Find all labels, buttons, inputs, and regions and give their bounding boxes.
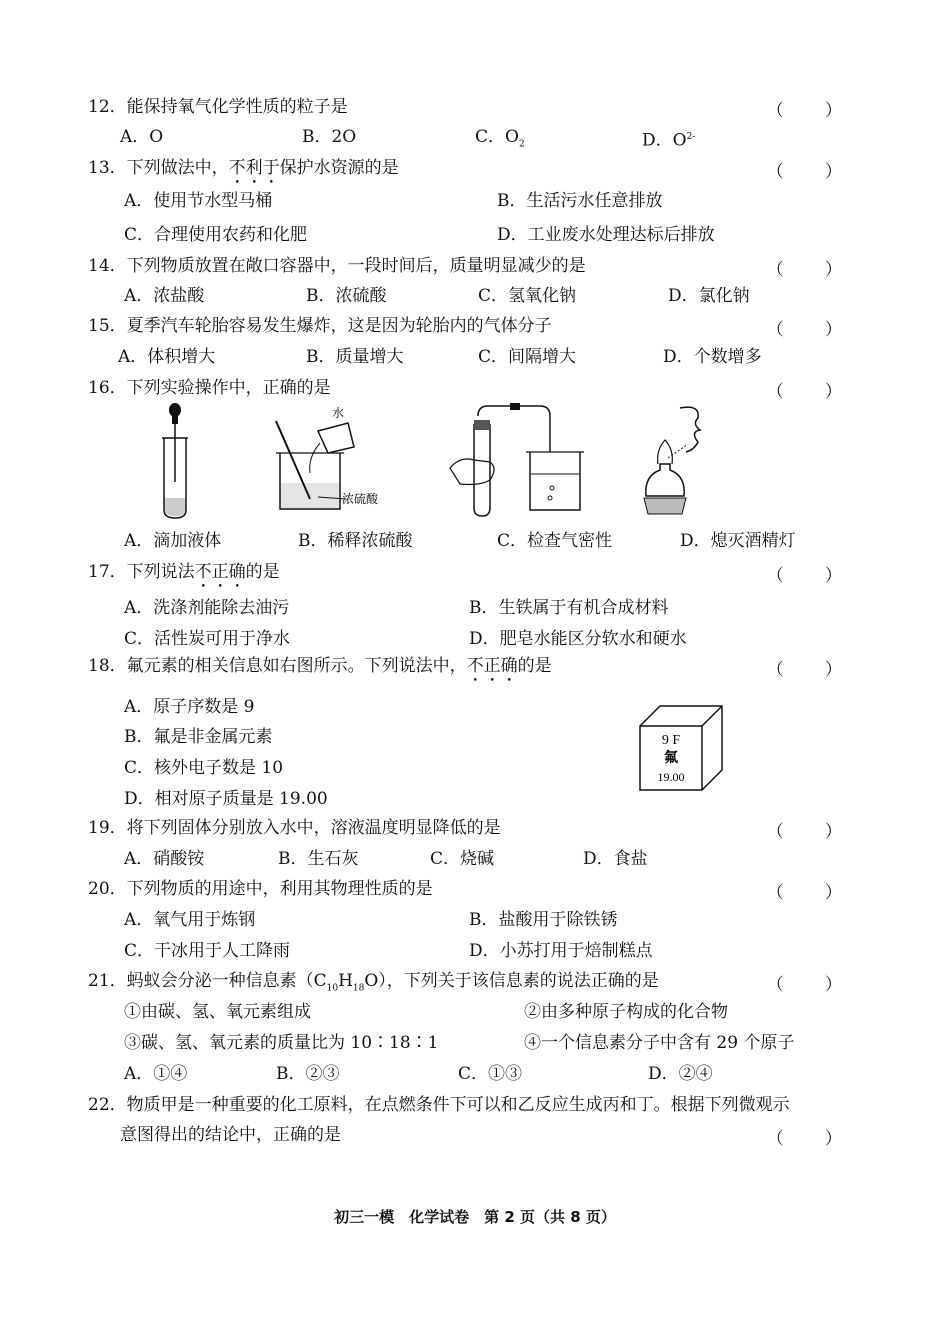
q12-option-c[interactable] [475, 126, 525, 155]
q13-option-d[interactable]: D．工业废水处理达标后排放 [497, 225, 715, 245]
q18-stem-pre: 18．氟元素的相关信息如右图所示。下列说法中， [88, 656, 467, 676]
q21-option-c[interactable]: C．①③ [458, 1064, 523, 1084]
q21-stem-h: H [338, 971, 353, 991]
q19-option-a[interactable]: A．硝酸铵 [124, 849, 205, 869]
q18-option-d[interactable]: D．相对原子质量是 19.00 [124, 789, 328, 809]
q13-answer-paren[interactable]: （ ） [766, 162, 860, 182]
q13-stem-emphasis: 不利于 [228, 158, 280, 178]
q17-option-d[interactable]: D．肥皂水能区分软水和硬水 [469, 629, 687, 649]
q15-option-b[interactable]: B．质量增大 [306, 347, 404, 367]
q19-option-b[interactable]: B．生石灰 [278, 849, 359, 869]
q12-option-d[interactable] [642, 126, 695, 152]
q21-option-d[interactable]: D．②④ [648, 1064, 713, 1084]
q21-option-a[interactable]: A．①④ [124, 1064, 188, 1084]
q13-stem-pre: 13．下列做法中， [88, 158, 229, 178]
q15-option-d[interactable]: D．个数增多 [663, 347, 762, 367]
q21-stem-pre: 21．蚂蚁会分泌一种信息素（C [88, 971, 327, 991]
q13-option-c[interactable]: C．合理使用农药和化肥 [124, 225, 308, 245]
q19-stem: 19．将下列固体分别放入水中，溶液温度明显降低的是 [88, 818, 501, 838]
q18-answer-paren[interactable]: （ ） [766, 660, 860, 680]
q16-figure-alcohol-lamp [628, 402, 723, 520]
q22-stem-line2: 意图得出的结论中，正确的是 [120, 1125, 341, 1145]
q16-figure-dropper [150, 402, 200, 520]
q17-option-b[interactable]: B．生铁属于有机合成材料 [469, 598, 669, 618]
q17-stem [88, 561, 280, 592]
q19-option-c[interactable]: C．烧碱 [430, 849, 495, 869]
q15-option-c[interactable]: C．间隔增大 [478, 347, 577, 367]
q17-option-c[interactable]: C．活性炭可用于净水 [124, 629, 291, 649]
q13-option-b[interactable]: B．生活污水任意排放 [497, 191, 663, 211]
q14-option-d[interactable]: D．氯化钠 [668, 286, 750, 306]
cube-atomic-number-symbol: 9 F [661, 733, 681, 748]
q16-figure-dilution [268, 403, 408, 518]
q21-stem-sub-h: 18 [352, 983, 365, 994]
q16-label-water: 水 [332, 406, 345, 420]
q21-statement-1: ①由碳、氢、氧元素组成 [124, 1002, 311, 1022]
q16-option-a[interactable]: A．滴加液体 [124, 531, 222, 551]
q18-option-b[interactable]: B．氟是非金属元素 [124, 727, 273, 747]
q21-stem-sub-c: 10 [326, 983, 339, 994]
q21-statement-4: ④一个信息素分子中含有 29 个原子 [524, 1033, 795, 1053]
q19-answer-paren[interactable]: （ ） [766, 822, 860, 842]
q12-option-b[interactable]: B．2O [302, 127, 357, 147]
q21-answer-paren[interactable]: （ ） [766, 975, 860, 995]
q12-option-d-text: D．O [642, 130, 687, 151]
q12-option-a[interactable]: A．O [120, 127, 164, 147]
q15-option-a[interactable]: A．体积增大 [118, 347, 216, 367]
q16-figure-airtightness [440, 402, 590, 520]
page-footer: 初三一模 化学试卷 第 2 页（共 8 页） [334, 1208, 616, 1226]
q18-stem-emphasis: 不正确 [466, 656, 518, 676]
q14-option-c[interactable]: C．氢氧化钠 [478, 286, 577, 306]
q22-stem-line1: 22．物质甲是一种重要的化工原料，在点燃条件下可以和乙反应生成丙和丁。根据下列微观示 [88, 1095, 790, 1115]
q16-answer-paren[interactable]: （ ） [766, 382, 860, 402]
q12-stem: 12．能保持氧气化学性质的粒子是 [88, 97, 348, 117]
fluorine-element-cube [638, 704, 724, 792]
q20-answer-paren[interactable]: （ ） [766, 883, 860, 903]
q14-option-a[interactable]: A．浓盐酸 [124, 286, 205, 306]
q17-option-a[interactable]: A．洗涤剂能除去油污 [124, 598, 290, 618]
q12-option-d-sup: 2- [686, 132, 696, 142]
q18-stem [88, 655, 552, 686]
q21-statement-2: ②由多种原子构成的化合物 [524, 1002, 728, 1022]
q14-option-b[interactable]: B．浓硫酸 [306, 286, 387, 306]
cube-atomic-mass: 19.00 [657, 770, 685, 784]
q21-stem-post: O），下列关于该信息素的说法正确的是 [364, 971, 659, 991]
q17-stem-post: 的是 [245, 562, 280, 582]
q13-stem-post: 保护水资源的是 [279, 158, 399, 178]
q16-label-acid: 浓硫酸 [342, 492, 379, 506]
q20-stem: 20．下列物质的用途中，利用其物理性质的是 [88, 879, 433, 899]
q17-stem-emphasis: 不正确 [194, 562, 246, 582]
q21-statement-3: ③碳、氢、氧元素的质量比为 10∶18∶1 [124, 1033, 439, 1053]
q20-option-c[interactable]: C．干冰用于人工降雨 [124, 941, 291, 961]
q16-option-c[interactable]: C．检查气密性 [497, 531, 613, 551]
q14-answer-paren[interactable]: （ ） [766, 260, 860, 280]
cube-element-name: 氟 [664, 751, 678, 766]
q16-stem: 16．下列实验操作中，正确的是 [88, 378, 331, 398]
q20-option-a[interactable]: A．氧气用于炼钢 [124, 910, 256, 930]
q13-option-a[interactable]: A．使用节水型马桶 [124, 191, 273, 211]
q19-option-d[interactable]: D．食盐 [583, 849, 648, 869]
q18-option-c[interactable]: C．核外电子数是 10 [124, 758, 284, 778]
q20-option-b[interactable]: B．盐酸用于除铁锈 [469, 910, 618, 930]
q20-option-d[interactable]: D．小苏打用于焙制糕点 [469, 941, 653, 961]
q17-stem-pre: 17．下列说法 [88, 562, 195, 582]
q13-stem [88, 157, 399, 188]
q14-stem: 14．下列物质放置在敞口容器中，一段时间后，质量明显减少的是 [88, 256, 586, 276]
q18-option-a[interactable]: A．原子序数是 9 [124, 697, 255, 717]
q17-answer-paren[interactable]: （ ） [766, 566, 860, 586]
q12-option-c-text: C．O [475, 127, 519, 147]
q22-answer-paren[interactable]: （ ） [766, 1129, 860, 1149]
q15-stem: 15．夏季汽车轮胎容易发生爆炸，这是因为轮胎内的气体分子 [88, 316, 552, 336]
q12-answer-paren[interactable]: （ ） [766, 101, 860, 121]
q21-stem [88, 970, 659, 999]
q16-option-d[interactable]: D．熄灭酒精灯 [680, 531, 796, 551]
q18-stem-post: 的是 [517, 656, 552, 676]
q21-option-b[interactable]: B．②③ [276, 1064, 340, 1084]
q16-option-b[interactable]: B．稀释浓硫酸 [298, 531, 413, 551]
q15-answer-paren[interactable]: （ ） [766, 320, 860, 340]
q12-option-c-sub: 2 [518, 139, 525, 150]
